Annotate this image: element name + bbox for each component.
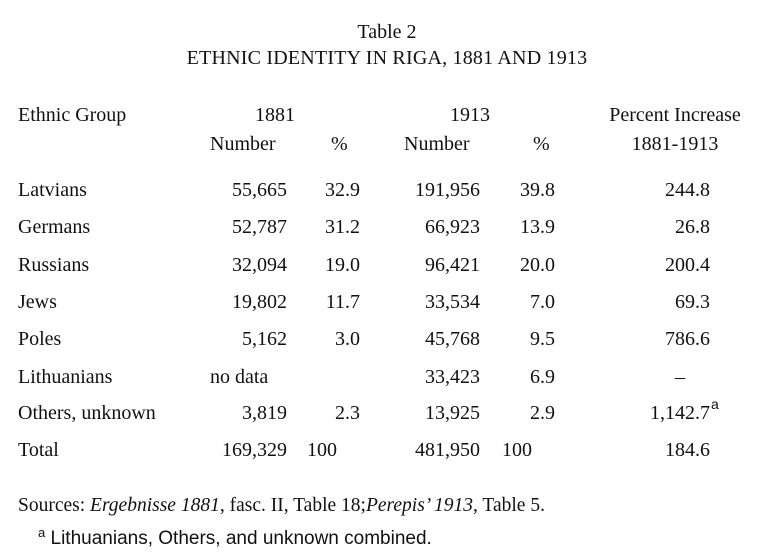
header-percent-1881: % xyxy=(331,133,348,155)
number-1881: 169,329 xyxy=(222,439,287,461)
group-name: Poles xyxy=(18,328,62,350)
number-1881: 3,819 xyxy=(242,402,287,424)
header-increase-period: 1881-1913 xyxy=(631,133,719,155)
number-1913: 96,421 xyxy=(425,254,480,276)
percent-1913: 2.9 xyxy=(530,402,555,424)
percent-1913: 7.0 xyxy=(530,291,555,313)
source-ergebnisse: Ergebnisse 1881, xyxy=(90,495,225,516)
group-name: Latvians xyxy=(18,179,87,201)
number-1913: 191,956 xyxy=(415,179,480,201)
header-number-1913: Number xyxy=(404,133,470,155)
footnote xyxy=(38,521,432,551)
group-name: Others, unknown xyxy=(18,402,156,424)
percent-increase: 200.4 xyxy=(665,254,710,276)
percent-1913: 39.8 xyxy=(520,179,555,201)
percent-increase: 26.8 xyxy=(675,216,710,238)
percent-increase: 244.8 xyxy=(665,179,710,201)
percent-1881: 32.9 xyxy=(325,179,360,201)
percent-increase: 786.6 xyxy=(665,328,710,350)
percent-increase: – xyxy=(675,366,685,388)
number-1913: 33,423 xyxy=(425,366,480,388)
percent-1881: 11.7 xyxy=(325,291,360,313)
percent-1881: 3.0 xyxy=(335,328,360,350)
percent-1913: 100 xyxy=(502,439,532,461)
number-1881: 19,802 xyxy=(232,291,287,313)
percent-1881: 31.2 xyxy=(325,216,360,238)
percent-1913: 20.0 xyxy=(520,254,555,276)
number-1881: 5,162 xyxy=(242,328,287,350)
number-1913: 481,950 xyxy=(415,439,480,461)
sources-prefix: Sources: xyxy=(18,495,91,516)
header-year-1913: 1913 xyxy=(450,104,490,126)
footnote-marker: a xyxy=(38,525,46,540)
number-1881: 32,094 xyxy=(232,254,287,276)
number-1881: no data xyxy=(210,366,269,388)
header-ethnic-group: Ethnic Group xyxy=(18,104,127,126)
number-1913: 13,925 xyxy=(425,402,480,424)
percent-1881: 19.0 xyxy=(325,254,360,276)
group-name: Germans xyxy=(18,216,91,238)
number-1913: 45,768 xyxy=(425,328,480,350)
footnote-text: Lithuanians, Others, and unknown combined. xyxy=(45,528,432,549)
number-1913: 33,534 xyxy=(425,291,480,313)
source-ergebnisse-detail: fasc. II, Table 18; xyxy=(224,495,366,516)
table-title: ETHNIC IDENTITY IN RIGA, 1881 AND 1913 xyxy=(186,47,588,69)
group-name: Lithuanians xyxy=(18,366,113,388)
header-year-1881: 1881 xyxy=(255,104,295,126)
percent-1881: 100 xyxy=(307,439,337,461)
group-name: Russians xyxy=(18,254,90,276)
header-percent-increase: Percent Increase xyxy=(609,104,741,126)
header-number-1881: Number xyxy=(210,133,276,155)
percent-increase: 184.6 xyxy=(665,439,710,461)
header-percent-1913: % xyxy=(533,133,550,155)
percent-1913: 13.9 xyxy=(520,216,555,238)
group-name: Jews xyxy=(18,291,57,313)
percent-1913: 6.9 xyxy=(530,366,555,388)
group-name: Total xyxy=(18,439,59,461)
percent-increase: 69.3 xyxy=(675,291,710,313)
footnote-marker-a: a xyxy=(711,396,719,412)
number-1881: 55,665 xyxy=(232,179,287,201)
percent-1881: 2.3 xyxy=(335,402,360,424)
percent-1913: 9.5 xyxy=(530,328,555,350)
table-number: Table 2 xyxy=(357,21,417,43)
number-1881: 52,787 xyxy=(232,216,287,238)
sources-note xyxy=(18,494,545,518)
source-perepis-detail: Table 5. xyxy=(477,495,545,516)
percent-increase: 1,142.7 xyxy=(650,402,710,424)
number-1913: 66,923 xyxy=(425,216,480,238)
source-perepis: Perepis’ 1913, xyxy=(365,495,478,516)
